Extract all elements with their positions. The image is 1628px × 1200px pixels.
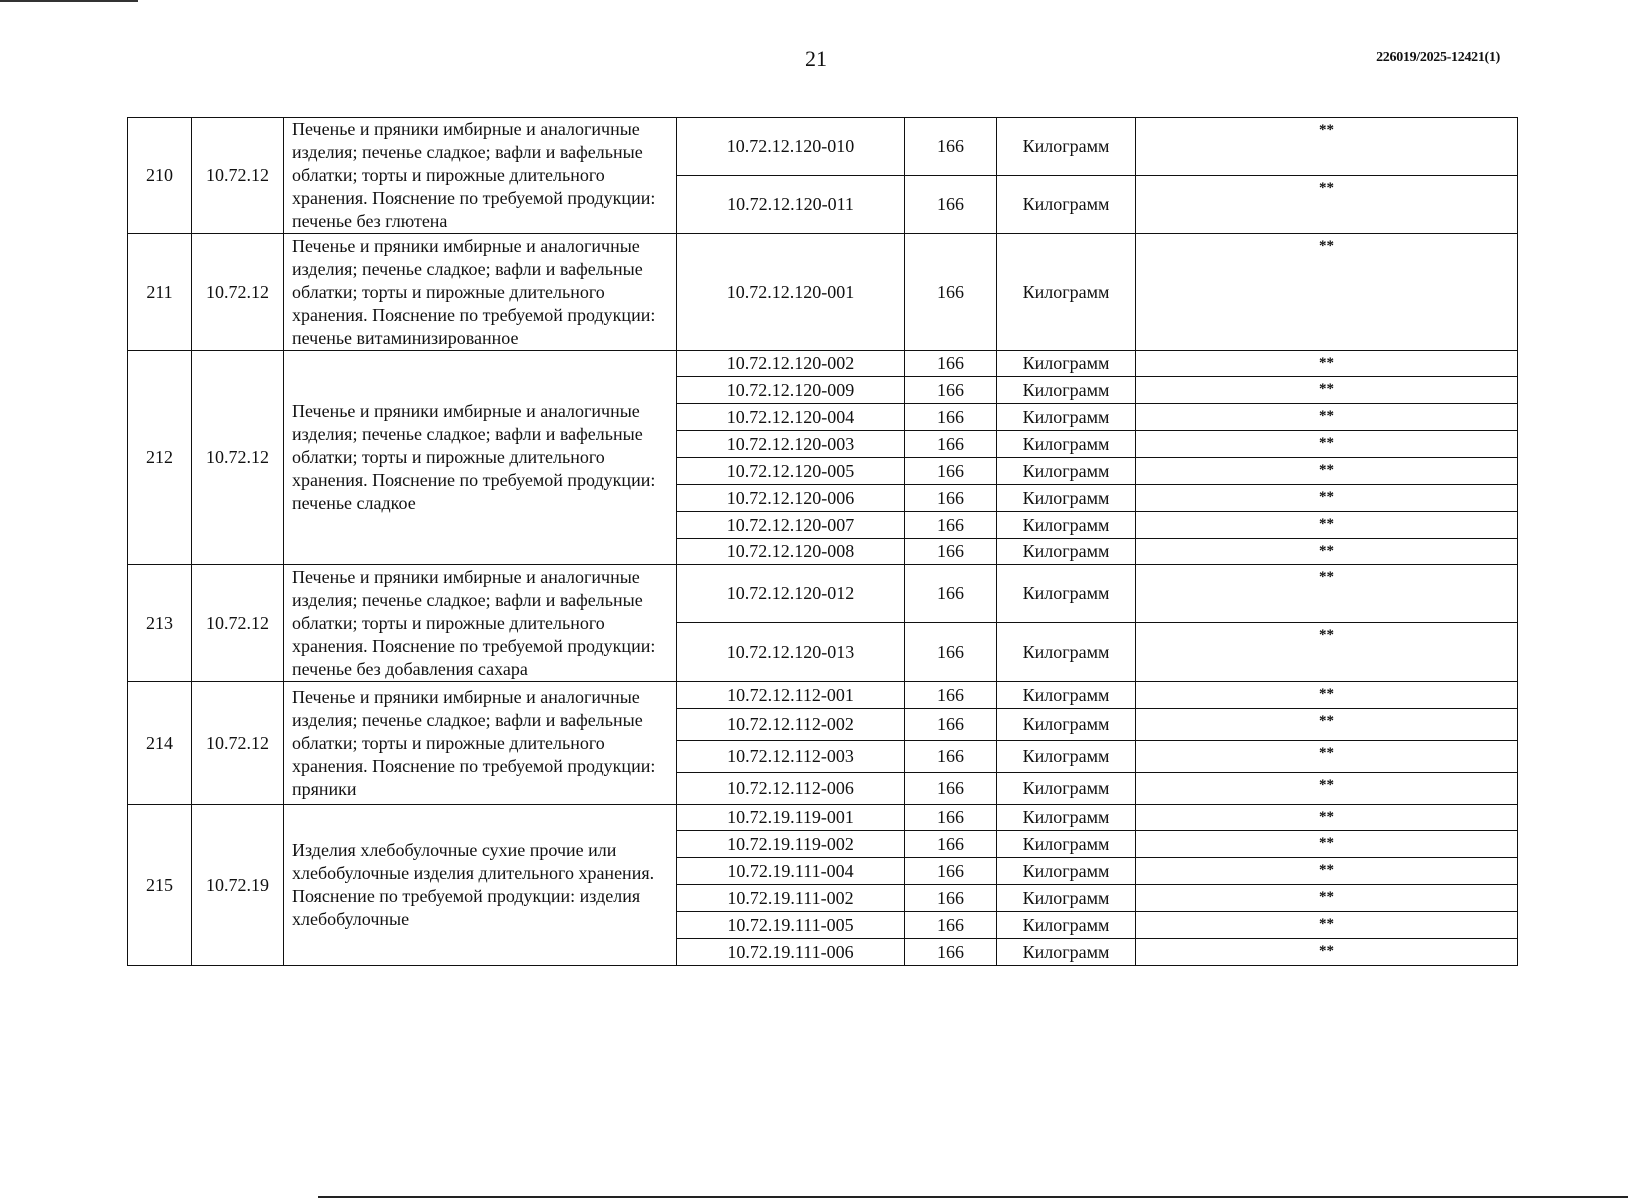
row-number: 215 (128, 805, 192, 966)
ktru-code: 10.72.12.112-002 (677, 709, 905, 741)
okei-code: 166 (905, 176, 997, 234)
okpd-code: 10.72.12 (192, 234, 284, 351)
row-number: 212 (128, 351, 192, 565)
unit-name: Килограмм (997, 565, 1136, 623)
okei-code: 166 (905, 858, 997, 885)
mark-stars: ** (1136, 709, 1518, 741)
okei-code: 166 (905, 234, 997, 351)
mark-stars: ** (1136, 404, 1518, 431)
okpd-code: 10.72.12 (192, 351, 284, 565)
ktru-code: 10.72.19.111-004 (677, 858, 905, 885)
product-description: Изделия хлебобулочные сухие прочие или хлебобулочные изделия длительного хранения. Пояснение по требуемой продукции: изделия хлебобулочные (284, 805, 677, 966)
okei-code: 166 (905, 682, 997, 709)
okei-code: 166 (905, 741, 997, 773)
table-row (128, 234, 1518, 351)
okei-code: 166 (905, 623, 997, 682)
okei-code: 166 (905, 351, 997, 377)
okei-code: 166 (905, 565, 997, 623)
ktru-code: 10.72.12.120-006 (677, 485, 905, 512)
okei-code: 166 (905, 485, 997, 512)
unit-name: Килограмм (997, 431, 1136, 458)
product-description: Печенье и пряники имбирные и аналогичные изделия; печенье сладкое; вафли и вафельные облатки; торты и пирожные длительного хранения. Пояснение по требуемой продукции: печенье без глютена (284, 118, 677, 234)
product-description: Печенье и пряники имбирные и аналогичные изделия; печенье сладкое; вафли и вафельные облатки; торты и пирожные длительного хранения. Пояснение по требуемой продукции: печенье сладкое (284, 351, 677, 565)
unit-name: Килограмм (997, 176, 1136, 234)
unit-name: Килограмм (997, 682, 1136, 709)
ktru-code: 10.72.12.120-012 (677, 565, 905, 623)
mark-stars: ** (1136, 831, 1518, 858)
mark-stars: ** (1136, 682, 1518, 709)
unit-name: Килограмм (997, 485, 1136, 512)
mark-stars: ** (1136, 431, 1518, 458)
table-row (128, 351, 1518, 377)
unit-name: Килограмм (997, 118, 1136, 176)
document-id: 226019/2025-12421(1) (1376, 50, 1500, 65)
unit-name: Килограмм (997, 709, 1136, 741)
unit-name: Килограмм (997, 858, 1136, 885)
okei-code: 166 (905, 512, 997, 539)
row-number: 210 (128, 118, 192, 234)
mark-stars: ** (1136, 176, 1518, 234)
unit-name: Килограмм (997, 623, 1136, 682)
ktru-code: 10.72.12.120-009 (677, 377, 905, 404)
unit-name: Килограмм (997, 512, 1136, 539)
mark-stars: ** (1136, 939, 1518, 966)
ktru-code: 10.72.12.120-013 (677, 623, 905, 682)
mark-stars: ** (1136, 458, 1518, 485)
mark-stars: ** (1136, 912, 1518, 939)
ktru-code: 10.72.19.111-006 (677, 939, 905, 966)
row-number: 211 (128, 234, 192, 351)
mark-stars: ** (1136, 773, 1518, 805)
table-row (128, 682, 1518, 709)
unit-name: Килограмм (997, 939, 1136, 966)
ktru-code: 10.72.12.120-010 (677, 118, 905, 176)
table-row (128, 118, 1518, 176)
unit-name: Килограмм (997, 377, 1136, 404)
okei-code: 166 (905, 709, 997, 741)
okei-code: 166 (905, 885, 997, 912)
ktru-code: 10.72.12.112-001 (677, 682, 905, 709)
unit-name: Килограмм (997, 805, 1136, 831)
unit-name: Килограмм (997, 831, 1136, 858)
unit-name: Килограмм (997, 234, 1136, 351)
okei-code: 166 (905, 431, 997, 458)
okei-code: 166 (905, 773, 997, 805)
mark-stars: ** (1136, 623, 1518, 682)
scan-edge-line-bottom (318, 1196, 1628, 1198)
mark-stars: ** (1136, 512, 1518, 539)
okei-code: 166 (905, 404, 997, 431)
okpd-code: 10.72.12 (192, 118, 284, 234)
ktru-code: 10.72.12.120-011 (677, 176, 905, 234)
unit-name: Килограмм (997, 741, 1136, 773)
okei-code: 166 (905, 539, 997, 565)
ktru-code: 10.72.19.111-005 (677, 912, 905, 939)
goods-table (127, 117, 1518, 966)
mark-stars: ** (1136, 539, 1518, 565)
ktru-code: 10.72.12.120-004 (677, 404, 905, 431)
mark-stars: ** (1136, 485, 1518, 512)
unit-name: Килограмм (997, 773, 1136, 805)
mark-stars: ** (1136, 858, 1518, 885)
product-description: Печенье и пряники имбирные и аналогичные изделия; печенье сладкое; вафли и вафельные облатки; торты и пирожные длительного хранения. Пояснение по требуемой продукции: печенье без добавления сахара (284, 565, 677, 682)
okei-code: 166 (905, 458, 997, 485)
mark-stars: ** (1136, 805, 1518, 831)
okpd-code: 10.72.12 (192, 565, 284, 682)
ktru-code: 10.72.12.120-002 (677, 351, 905, 377)
mark-stars: ** (1136, 741, 1518, 773)
unit-name: Килограмм (997, 458, 1136, 485)
ktru-code: 10.72.12.112-003 (677, 741, 905, 773)
ktru-code: 10.72.19.119-002 (677, 831, 905, 858)
mark-stars: ** (1136, 885, 1518, 912)
table-row (128, 805, 1518, 831)
mark-stars: ** (1136, 351, 1518, 377)
row-number: 213 (128, 565, 192, 682)
ktru-code: 10.72.19.119-001 (677, 805, 905, 831)
okpd-code: 10.72.19 (192, 805, 284, 966)
ktru-code: 10.72.12.120-001 (677, 234, 905, 351)
unit-name: Килограмм (997, 404, 1136, 431)
ktru-code: 10.72.12.120-003 (677, 431, 905, 458)
okei-code: 166 (905, 831, 997, 858)
okei-code: 166 (905, 118, 997, 176)
goods-table-body (128, 118, 1518, 966)
mark-stars: ** (1136, 118, 1518, 176)
unit-name: Килограмм (997, 539, 1136, 565)
unit-name: Килограмм (997, 885, 1136, 912)
unit-name: Килограмм (997, 351, 1136, 377)
okei-code: 166 (905, 912, 997, 939)
okei-code: 166 (905, 805, 997, 831)
mark-stars: ** (1136, 565, 1518, 623)
product-description: Печенье и пряники имбирные и аналогичные изделия; печенье сладкое; вафли и вафельные облатки; торты и пирожные длительного хранения. Пояснение по требуемой продукции: пряники (284, 682, 677, 805)
okei-code: 166 (905, 377, 997, 404)
unit-name: Килограмм (997, 912, 1136, 939)
okei-code: 166 (905, 939, 997, 966)
ktru-code: 10.72.12.112-006 (677, 773, 905, 805)
ktru-code: 10.72.12.120-005 (677, 458, 905, 485)
ktru-code: 10.72.12.120-008 (677, 539, 905, 565)
okpd-code: 10.72.12 (192, 682, 284, 805)
ktru-code: 10.72.12.120-007 (677, 512, 905, 539)
product-description: Печенье и пряники имбирные и аналогичные изделия; печенье сладкое; вафли и вафельные облатки; торты и пирожные длительного хранения. Пояснение по требуемой продукции: печенье витаминизированное (284, 234, 677, 351)
mark-stars: ** (1136, 234, 1518, 351)
page-number: 21 (805, 46, 827, 71)
mark-stars: ** (1136, 377, 1518, 404)
row-number: 214 (128, 682, 192, 805)
scan-edge-line-top (0, 0, 138, 2)
table-row (128, 565, 1518, 623)
ktru-code: 10.72.19.111-002 (677, 885, 905, 912)
